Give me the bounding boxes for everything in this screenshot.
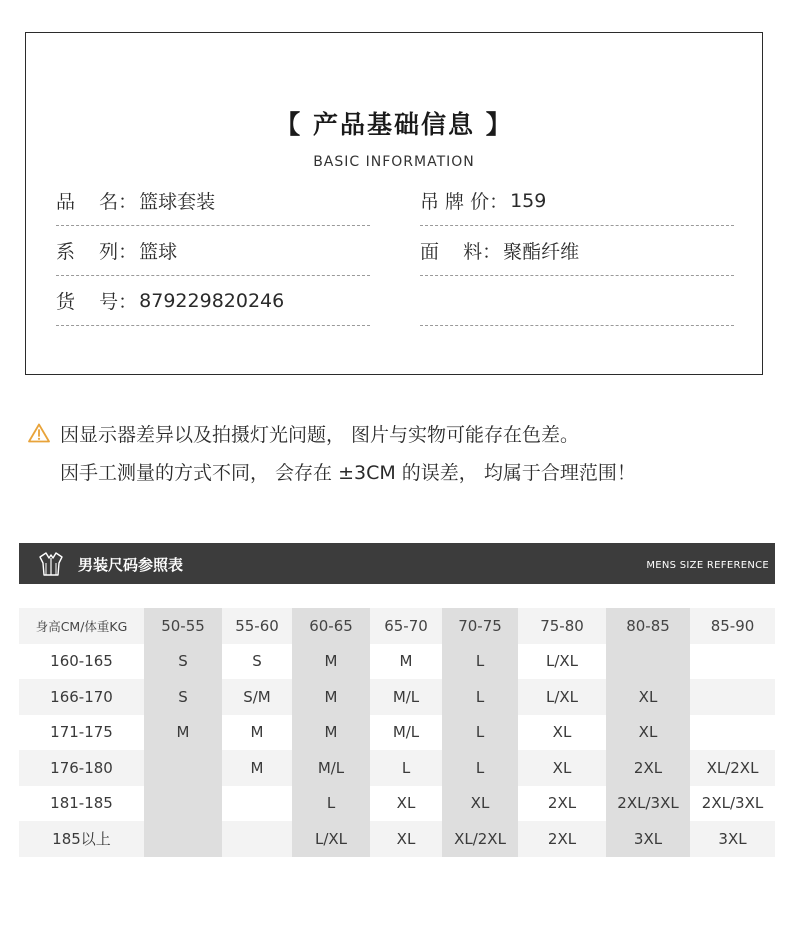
size-chart-title: 男装尺码参照表 [78,556,184,574]
size-cell: S/M [222,679,292,715]
size-cell: S [144,644,222,680]
size-chart-subtitle: MENS SIZE REFERENCE [646,560,769,571]
info-label: 面 料： [420,241,502,263]
info-subtitle: BASIC INFORMATION [313,154,475,170]
size-cell: M/L [370,679,442,715]
size-cell: M/L [370,715,442,751]
info-value: 篮球 [139,241,178,263]
note-line-measurement: 因手工测量的方式不同， 会存在 ±3CM 的误差， 均属于合理范围！ [60,462,636,484]
table-row [19,644,775,680]
info-row-empty [420,276,734,326]
info-title: 【 产品基础信息 】 [275,110,513,139]
size-cell: M [222,750,292,786]
info-label: 品 名： [56,191,138,213]
size-cell: L [442,679,518,715]
weight-header: 75-80 [518,608,606,644]
height-cell: 160-165 [19,644,144,680]
size-cell: 2XL [518,821,606,857]
size-cell: 3XL [606,821,690,857]
size-cell: XL [442,786,518,822]
weight-header: 80-85 [606,608,690,644]
size-cell: XL [370,821,442,857]
info-value: 聚酯纤维 [503,241,580,263]
size-cell [690,715,775,751]
size-cell [690,679,775,715]
product-info-box [25,32,763,375]
table-row [19,715,775,751]
shirt-logo-icon [37,551,65,577]
size-cell [222,821,292,857]
size-table [19,608,775,857]
size-cell: 2XL/3XL [690,786,775,822]
size-cell: 2XL/3XL [606,786,690,822]
weight-header: 55-60 [222,608,292,644]
weight-header: 85-90 [690,608,775,644]
table-row [19,786,775,822]
weight-header: 65-70 [370,608,442,644]
weight-header: 50-55 [144,608,222,644]
info-value: 879229820246 [139,289,285,312]
info-value: 篮球套装 [139,191,216,213]
size-cell: 2XL [606,750,690,786]
size-cell: M [370,644,442,680]
weight-header: 60-65 [292,608,370,644]
size-cell: L [292,786,370,822]
info-label: 吊 牌 价： [420,191,509,213]
height-cell: 171-175 [19,715,144,751]
size-chart-header [19,543,775,584]
size-cell: M [222,715,292,751]
size-cell: L [370,750,442,786]
height-cell: 166-170 [19,679,144,715]
size-cell: M [292,715,370,751]
note-line-color: 因显示器差异以及拍摄灯光问题， 图片与实物可能存在色差。 [60,424,580,446]
size-cell: S [144,679,222,715]
size-cell [144,750,222,786]
size-cell: XL [518,750,606,786]
size-cell: L/XL [518,679,606,715]
info-row-series [56,226,370,276]
height-cell: 176-180 [19,750,144,786]
size-cell [690,644,775,680]
size-cell: XL/2XL [442,821,518,857]
size-cell [144,821,222,857]
size-cell: M [144,715,222,751]
size-cell: L/XL [518,644,606,680]
size-cell: L [442,644,518,680]
size-cell: XL [606,679,690,715]
weight-header: 70-75 [442,608,518,644]
size-cell: XL [606,715,690,751]
size-cell: L [442,715,518,751]
height-cell: 181-185 [19,786,144,822]
info-label: 货 号： [56,291,138,313]
size-cell: 2XL [518,786,606,822]
info-label: 系 列： [56,241,138,263]
info-row-fabric [420,226,734,276]
size-cell: XL/2XL [690,750,775,786]
size-cell [144,786,222,822]
warning-triangle-icon [28,423,50,443]
size-cell: 3XL [690,821,775,857]
size-cell [222,786,292,822]
table-row [19,679,775,715]
height-cell: 185以上 [19,821,144,857]
size-cell: M [292,644,370,680]
corner-label: 身高CM/体重KG [19,608,144,644]
size-cell [606,644,690,680]
size-cell: M/L [292,750,370,786]
size-cell: L/XL [292,821,370,857]
table-header-row [19,608,775,644]
info-row-item-number [56,276,370,326]
size-cell: S [222,644,292,680]
info-row-name [56,176,370,226]
table-row [19,821,775,857]
table-row [19,750,775,786]
info-row-tag-price [420,176,734,226]
size-cell: L [442,750,518,786]
size-cell: XL [370,786,442,822]
size-cell: XL [518,715,606,751]
size-cell: M [292,679,370,715]
info-value: 159 [510,189,547,212]
